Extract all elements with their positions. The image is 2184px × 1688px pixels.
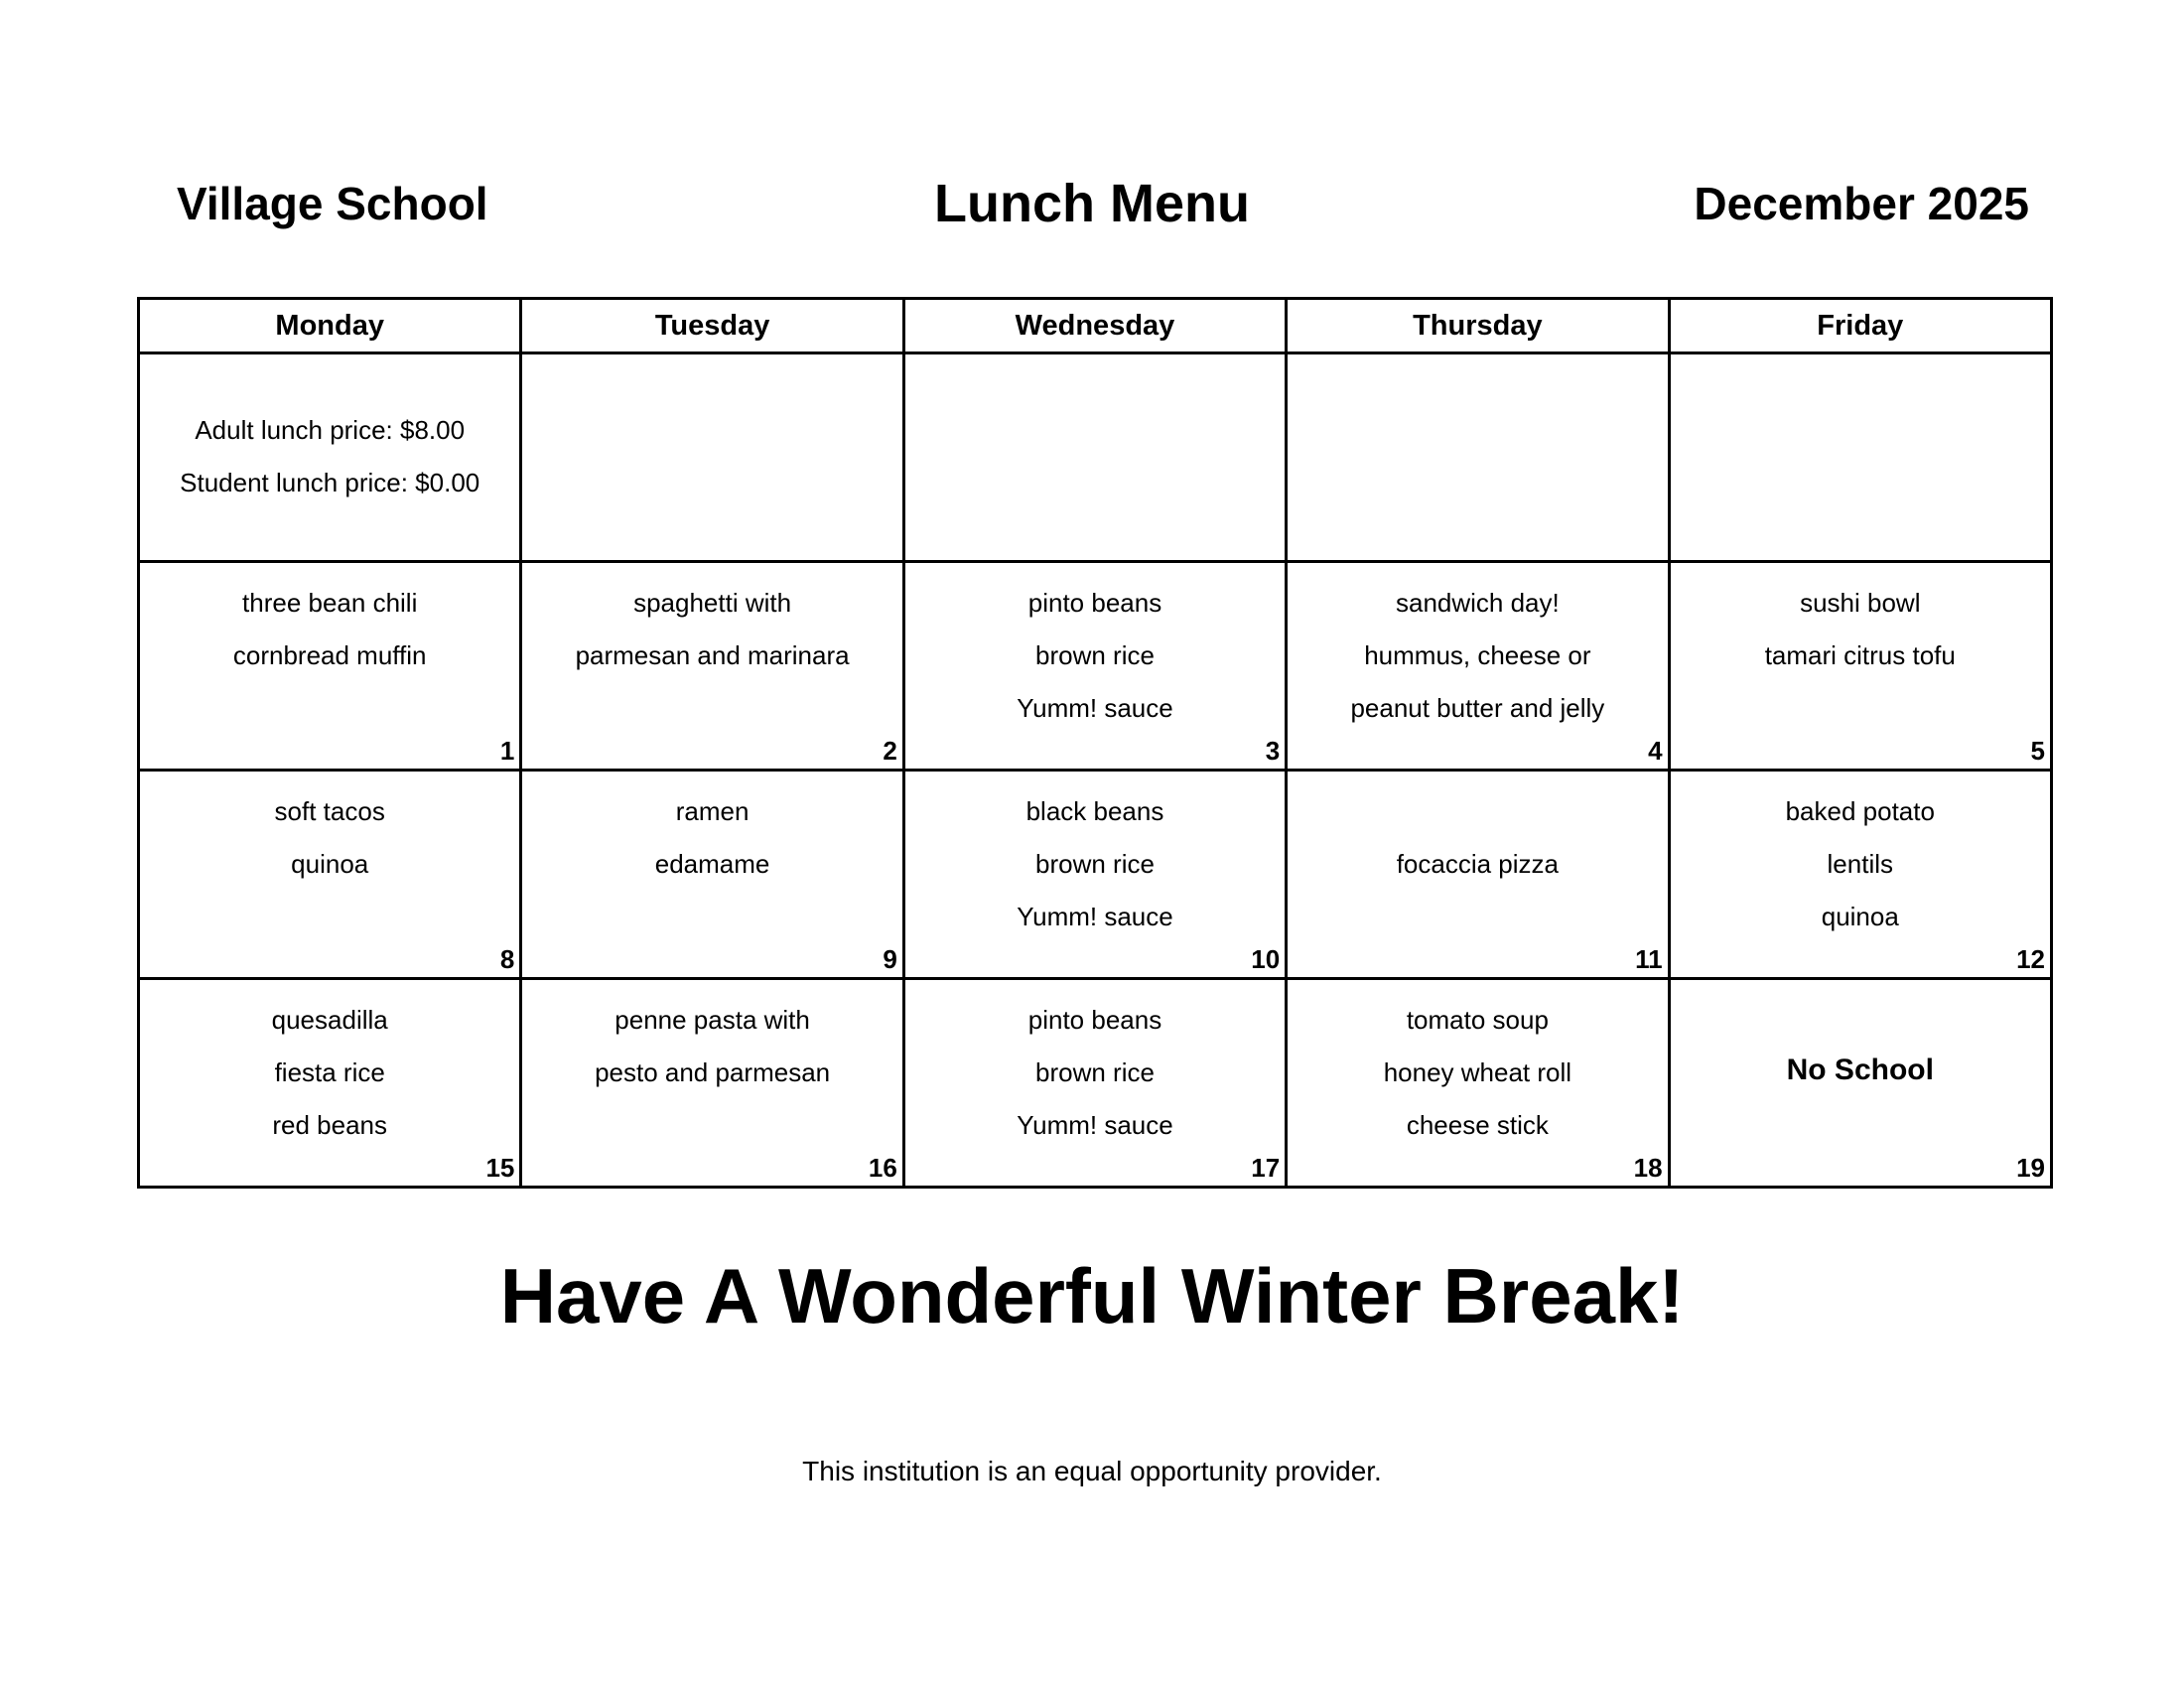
menu-item: tomato soup	[1406, 1005, 1549, 1035]
menu-item: focaccia pizza	[1396, 849, 1560, 879]
weekday-header-thursday: Thursday	[1287, 299, 1669, 353]
student-price: Student lunch price: $0.00	[180, 468, 480, 497]
day-cell	[139, 771, 521, 979]
menu-item: three bean chili	[242, 588, 418, 618]
day-number: 3	[1265, 736, 1281, 766]
menu-item: tamari citrus tofu	[1764, 640, 1956, 670]
menu-item: peanut butter and jelly	[1350, 693, 1605, 723]
empty-cell	[1669, 353, 2051, 562]
menu-item: quinoa	[1821, 902, 1899, 931]
weekday-header-monday: Monday	[139, 299, 521, 353]
day-number: 16	[868, 1153, 897, 1183]
day-cell	[139, 979, 521, 1188]
menu-item: Yumm! sauce	[1017, 1110, 1173, 1140]
day-cell	[1287, 979, 1669, 1188]
day-number: 5	[2030, 736, 2045, 766]
day-number: 10	[1251, 944, 1281, 974]
menu-item: Yumm! sauce	[1017, 902, 1173, 931]
menu-item: parmesan and marinara	[575, 640, 850, 670]
weekday-header-tuesday: Tuesday	[521, 299, 903, 353]
day-number: 11	[1635, 944, 1663, 974]
day-number: 17	[1251, 1153, 1281, 1183]
day-cell	[1669, 771, 2051, 979]
menu-item: cheese stick	[1406, 1110, 1549, 1140]
menu-item: brown rice	[1035, 1057, 1155, 1087]
menu-item: edamame	[654, 849, 770, 879]
day-cell	[1287, 562, 1669, 771]
day-number: 2	[883, 736, 897, 766]
menu-item: ramen	[675, 796, 750, 826]
menu-item: pinto beans	[1027, 1005, 1162, 1035]
equal-opportunity-footer: This institution is an equal opportunity provider.	[802, 1456, 1382, 1486]
school-name: Village School	[177, 178, 488, 229]
adult-price: Adult lunch price: $8.00	[195, 415, 466, 445]
weekday-header-row	[139, 299, 2052, 353]
winter-break-banner: Have A Wonderful Winter Break!	[499, 1252, 1685, 1339]
price-cell	[139, 353, 521, 562]
week-row	[139, 771, 2052, 979]
weekday-header-friday: Friday	[1669, 299, 2051, 353]
day-cell	[903, 771, 1286, 979]
week-row	[139, 562, 2052, 771]
menu-item: quinoa	[291, 849, 369, 879]
day-number: 19	[2016, 1153, 2045, 1183]
menu-item: penne pasta with	[614, 1005, 810, 1035]
menu-item: brown rice	[1035, 849, 1155, 879]
menu-item: cornbread muffin	[232, 640, 427, 670]
day-number: 1	[499, 736, 515, 766]
menu-item: black beans	[1025, 796, 1164, 826]
day-number: 4	[1648, 736, 1663, 766]
day-cell	[521, 771, 903, 979]
day-cell	[1669, 562, 2051, 771]
menu-item: lentils	[1827, 849, 1894, 879]
day-cell	[1287, 771, 1669, 979]
no-school-label: No School	[1786, 1054, 1934, 1086]
menu-item: baked potato	[1785, 796, 1935, 826]
day-number: 9	[883, 944, 897, 974]
empty-cell	[1287, 353, 1669, 562]
day-cell	[903, 562, 1286, 771]
menu-item: fiesta rice	[274, 1057, 385, 1087]
price-row	[139, 353, 2052, 562]
page-title: Lunch Menu	[934, 174, 1250, 233]
menu-item: soft tacos	[274, 796, 385, 826]
menu-item: hummus, cheese or	[1364, 640, 1591, 670]
menu-item: red beans	[272, 1110, 388, 1140]
day-number: 15	[485, 1153, 515, 1183]
day-cell	[903, 979, 1286, 1188]
day-number: 18	[1633, 1153, 1663, 1183]
menu-item: sandwich day!	[1395, 588, 1560, 618]
menu-item: spaghetti with	[633, 588, 792, 618]
menu-item: pinto beans	[1027, 588, 1162, 618]
day-cell	[521, 562, 903, 771]
day-number: 8	[499, 944, 515, 974]
lunch-calendar	[137, 297, 2053, 1189]
empty-cell	[903, 353, 1286, 562]
day-cell	[139, 562, 521, 771]
menu-item: pesto and parmesan	[595, 1057, 831, 1087]
menu-item: brown rice	[1035, 640, 1155, 670]
menu-item: honey wheat roll	[1383, 1057, 1572, 1087]
weekday-header-wednesday: Wednesday	[903, 299, 1286, 353]
day-number: 12	[2016, 944, 2045, 974]
empty-cell	[521, 353, 903, 562]
day-cell	[1669, 979, 2051, 1188]
month-label: December 2025	[1694, 178, 2029, 229]
day-cell	[521, 979, 903, 1188]
week-row	[139, 979, 2052, 1188]
menu-item: quesadilla	[271, 1005, 388, 1035]
menu-item: Yumm! sauce	[1017, 693, 1173, 723]
menu-item: sushi bowl	[1800, 588, 1921, 618]
